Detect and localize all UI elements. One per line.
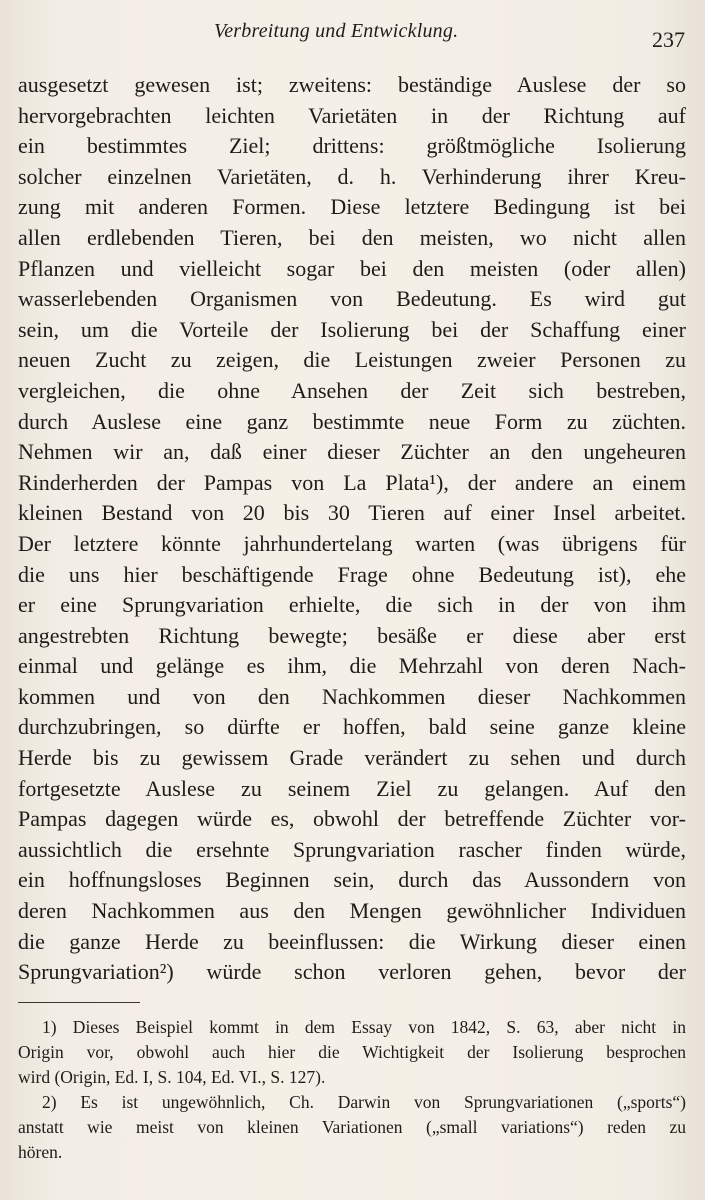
text-line: solcher einzelnen Varietäten, d. h. Verhinderung ihrer Kreu- [18,163,686,189]
text-line: deren Nachkommen aus den Mengen gewöhnlicher Individuen [18,898,686,924]
text-line: Sprungvariation²) würde schon verloren gehen, bevor der [18,959,686,985]
text-line: Nehmen wir an, daß einer dieser Züchter an den ungeheuren [18,439,686,465]
text-line: neuen Zucht zu zeigen, die Leistungen zweier Personen zu [18,347,686,373]
text-line: ein hoffnungsloses Beginnen sein, durch das Aussondern von [18,867,686,893]
text-line: die uns hier beschäftigende Frage ohne Bedeutung ist), ehe [18,561,686,587]
text-line: angestrebten Richtung bewegte; besäße er diese aber erst [18,622,686,648]
footnote-1-line: wird (Origin, Ed. I, S. 104, Ed. VI., S. 127). [18,1067,326,1087]
text-line: allen erdlebenden Tieren, bei den meisten, wo nicht allen [18,224,686,250]
text-line: Herde bis zu gewissem Grade verändert zu sehen und durch [18,745,686,771]
text-line: einmal und gelänge es ihm, die Mehrzahl von deren Nach- [18,653,686,679]
text-line: Rinderherden der Pampas von La Plata¹), der andere an einem [18,469,686,495]
footnotes [18,1015,686,1165]
text-line: Pflanzen und vielleicht sogar bei den meisten (oder allen) [18,255,686,281]
page-header [0,18,705,54]
text-line: kleinen Bestand von 20 bis 30 Tieren auf einer Insel arbeitet. [18,500,686,526]
footnote-1-line: 1) Dieses Beispiel kommt in dem Essay von 1842, S. 63, aber nicht in [42,1017,686,1037]
body-text [18,70,686,988]
text-line: sein, um die Vorteile der Isolierung bei der Schaffung einer [18,316,686,342]
text-line: fortgesetzte Auslese zu seinem Ziel zu gelangen. Auf den [18,775,686,801]
footnote-2-line: anstatt wie meist von kleinen Variationen („small variations“) reden zu [18,1117,686,1137]
footnote-1-line: Origin vor, obwohl auch hier die Wichtigkeit der Isolierung besprochen [18,1042,686,1062]
text-line: Der letztere könnte jahrhundertelang warten (was übrigens für [18,530,686,556]
text-line: er eine Sprungvariation erhielte, die sich in der von ihm [18,592,686,618]
text-line: hervorgebrachten leichten Varietäten in der Richtung auf [18,102,686,128]
text-line: durch Auslese eine ganz bestimmte neue Form zu züchten. [18,408,686,434]
footnote-2-line: 2) Es ist ungewöhnlich, Ch. Darwin von Sprungvariationen („sports“) [42,1092,686,1112]
text-line: wasserlebenden Organismen von Bedeutung. Es wird gut [18,286,686,312]
text-line: zung mit anderen Formen. Diese letztere Bedingung ist bei [18,194,686,220]
footnote-2-line: hören. [18,1142,63,1162]
text-line: ausgesetzt gewesen ist; zweitens: beständige Auslese der so [18,72,686,97]
text-line: durchzubringen, so dürfte er hoffen, bald seine ganze kleine [18,714,686,740]
text-line: die ganze Herde zu beeinflussen: die Wirkung dieser einen [18,928,686,954]
page-number: 237 [652,27,685,52]
running-title: Verbreitung und Entwicklung. [214,20,459,42]
text-line: Pampas dagegen würde es, obwohl der betreffende Züchter vor- [18,806,686,832]
text-line: vergleichen, die ohne Ansehen der Zeit sich bestreben, [18,377,686,403]
text-line: aussichtlich die ersehnte Sprungvariation rascher finden würde, [18,836,686,862]
text-line: kommen und von den Nachkommen dieser Nachkommen [18,683,686,709]
text-line: ein bestimmtes Ziel; drittens: größtmögliche Isolierung [18,133,686,159]
footnote-divider [18,1002,140,1003]
